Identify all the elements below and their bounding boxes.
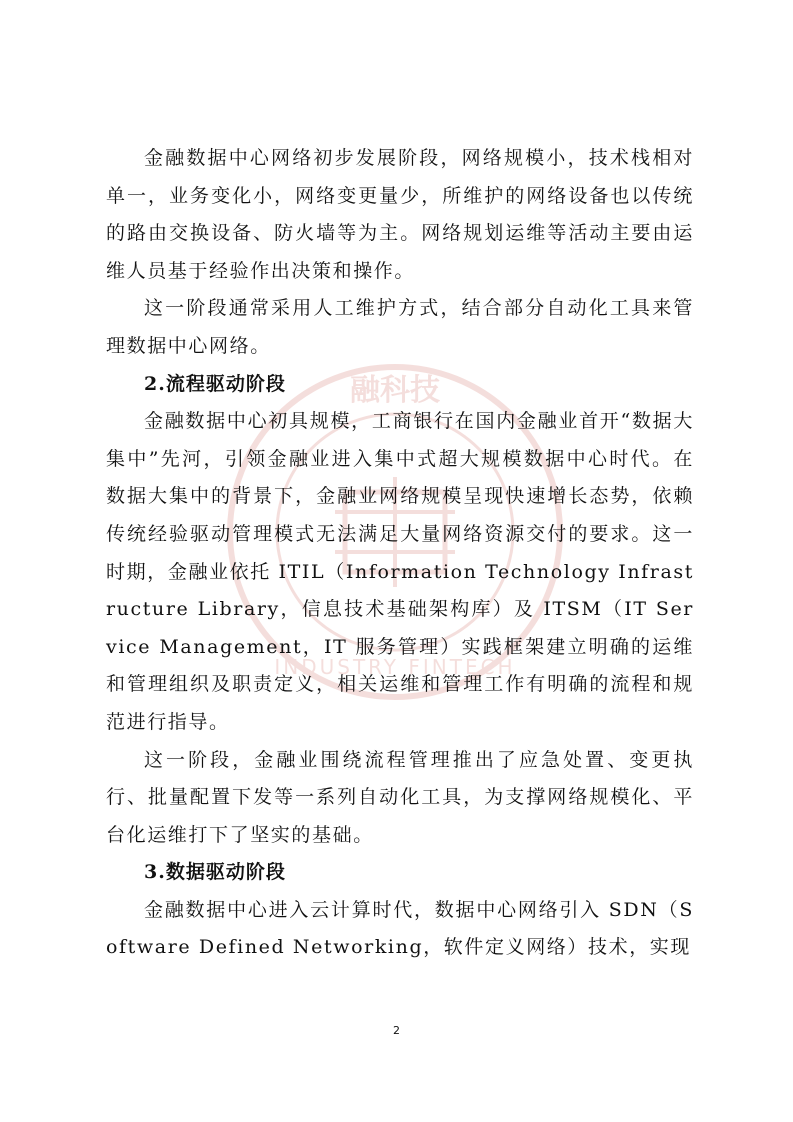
paragraph: 这一阶段通常采用人工维护方式，结合部分自动化工具来管理数据中心网络。 — [106, 297, 694, 357]
section-heading: 3.数据驱动阶段 — [144, 861, 286, 884]
section-heading: 2.流程驱动阶段 — [144, 372, 286, 395]
watermark-bottom-text: INDUSTRY FINTECH — [274, 655, 516, 679]
paragraph: 金融数据中心初具规模，工商银行在国内金融业首开“数据大集中”先河，引领金融业进入集中式超大规模数据中心时代。在数据大集中的背景下，金融业网络规模呈现快速增长态势，依赖传统经验驱动管理模式无法满足大量网络资源交付的要求。这一时期，金融业依托 ITIL（Information Technology Infrastructure Library，信息技术基础架构库）及 ITSM（IT Service Management，IT 服务管理）实践框架建立明确的运维和管理组织及职责定义，相关运维和管理工作有明确的流程和规范进行指导。 — [106, 410, 694, 733]
paragraph: 这一阶段，金融业围绕流程管理推出了应急处置、变更执行、批量配置下发等一系列自动化工具，为支撑网络规模化、平台化运维打下了坚实的基础。 — [106, 748, 694, 846]
watermark-top-text: 融科技 — [350, 373, 440, 408]
paragraph: 金融数据中心进入云计算时代，数据中心网络引入 SDN（Software Defined Networking，软件定义网络）技术，实现 — [106, 898, 694, 959]
page-number: 2 — [393, 1024, 400, 1037]
paragraph: 金融数据中心网络初步发展阶段，网络规模小，技术栈相对单一，业务变化小，网络变更量少，所维护的网络设备也以传统的路由交换设备、防火墙等为主。网络规划运维等活动主要由运维人员基于经验作出决策和操作。 — [106, 147, 694, 282]
document-body — [106, 140, 694, 967]
